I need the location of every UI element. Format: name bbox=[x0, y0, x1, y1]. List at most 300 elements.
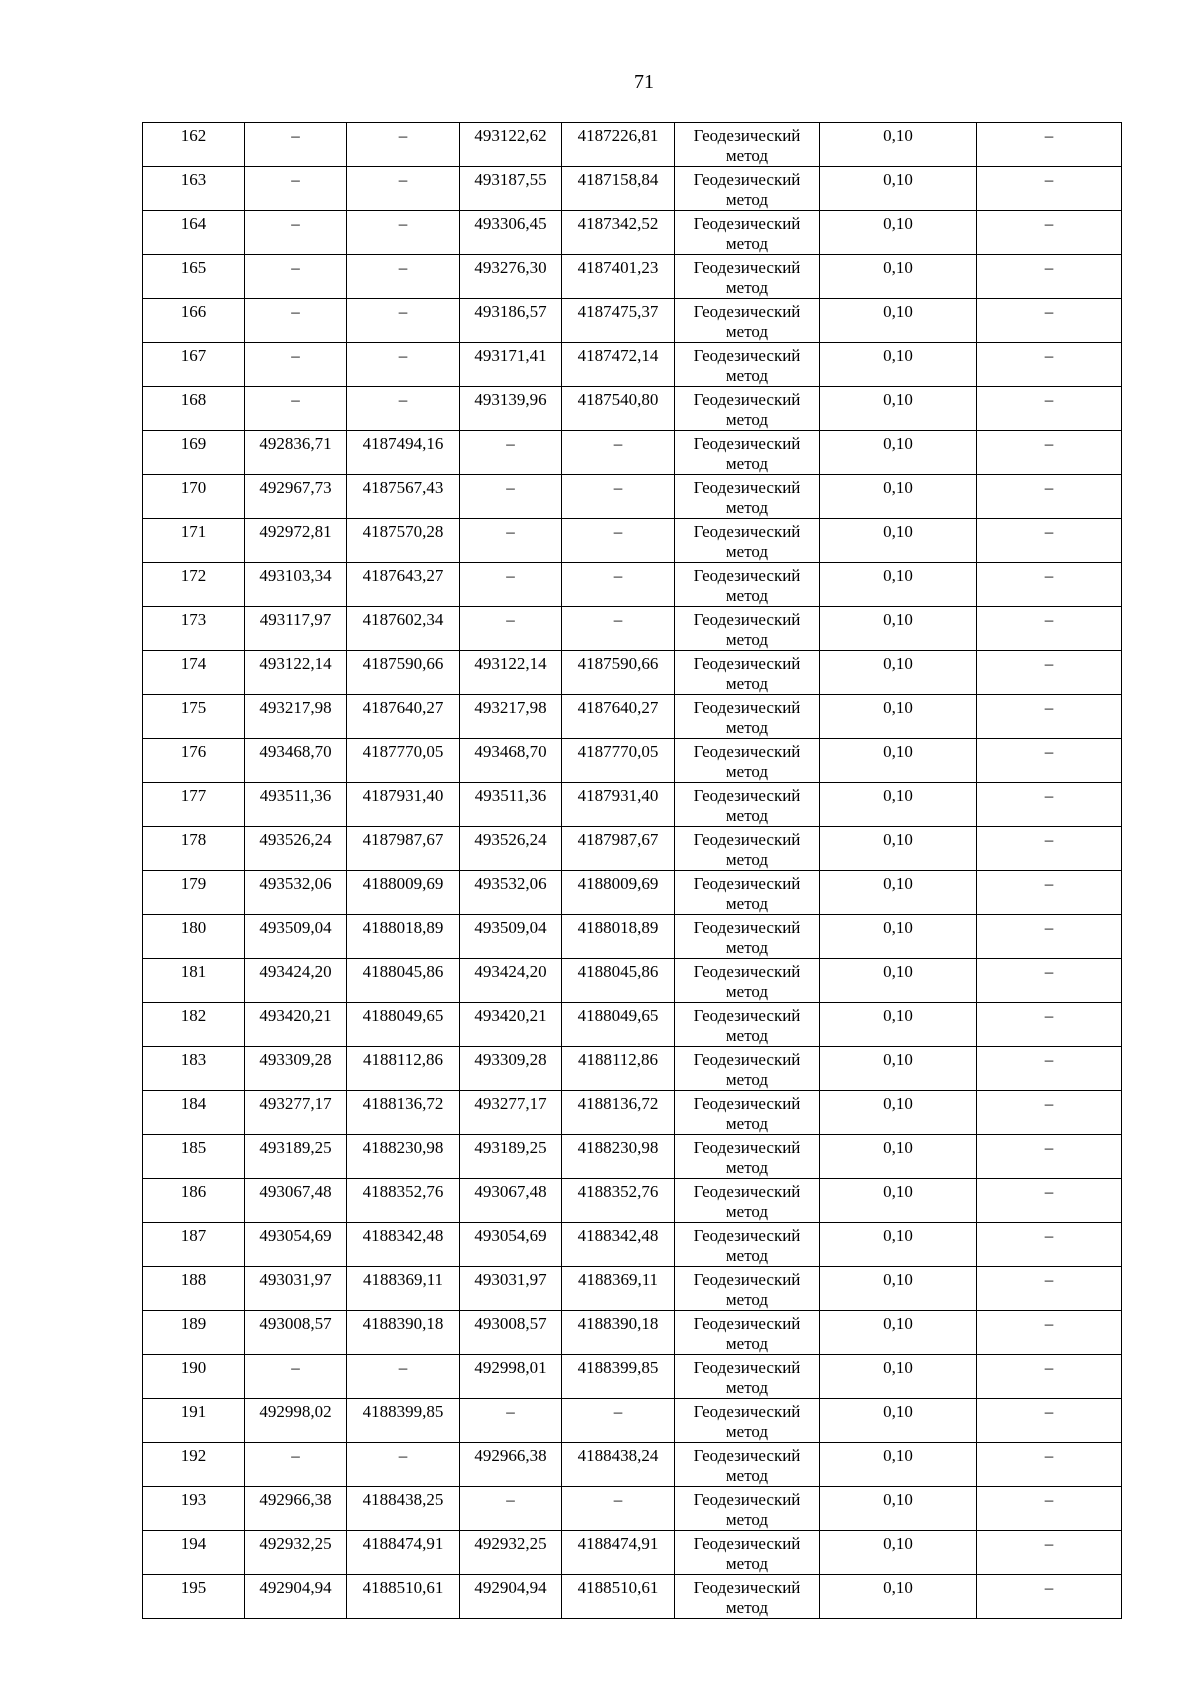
accuracy-cell: 0,10 bbox=[820, 519, 977, 563]
description-cell: – bbox=[977, 915, 1122, 959]
new-y-cell: – bbox=[562, 563, 675, 607]
accuracy-cell: 0,10 bbox=[820, 739, 977, 783]
table-row bbox=[143, 1267, 1122, 1311]
existing-x-cell: – bbox=[245, 123, 347, 167]
table-row bbox=[143, 211, 1122, 255]
new-x-cell: 492998,01 bbox=[460, 1355, 562, 1399]
existing-x-cell: 492904,94 bbox=[245, 1575, 347, 1619]
description-cell: – bbox=[977, 739, 1122, 783]
existing-x-cell: – bbox=[245, 387, 347, 431]
point-number-cell: 180 bbox=[143, 915, 245, 959]
method-cell: Геодезический метод bbox=[675, 1355, 820, 1399]
new-x-cell: 493511,36 bbox=[460, 783, 562, 827]
new-y-cell: 4187640,27 bbox=[562, 695, 675, 739]
method-cell: Геодезический метод bbox=[675, 1135, 820, 1179]
new-x-cell: 493187,55 bbox=[460, 167, 562, 211]
accuracy-cell: 0,10 bbox=[820, 827, 977, 871]
table-row bbox=[143, 695, 1122, 739]
new-y-cell: – bbox=[562, 1399, 675, 1443]
point-number-cell: 173 bbox=[143, 607, 245, 651]
new-x-cell: 493509,04 bbox=[460, 915, 562, 959]
method-cell: Геодезический метод bbox=[675, 1311, 820, 1355]
existing-x-cell: 493189,25 bbox=[245, 1135, 347, 1179]
new-y-cell: 4188045,86 bbox=[562, 959, 675, 1003]
new-x-cell: 493277,17 bbox=[460, 1091, 562, 1135]
existing-x-cell: 493217,98 bbox=[245, 695, 347, 739]
point-number-cell: 185 bbox=[143, 1135, 245, 1179]
method-cell: Геодезический метод bbox=[675, 1223, 820, 1267]
point-number-cell: 190 bbox=[143, 1355, 245, 1399]
new-x-cell: 493276,30 bbox=[460, 255, 562, 299]
table-row bbox=[143, 431, 1122, 475]
existing-x-cell: 493008,57 bbox=[245, 1311, 347, 1355]
accuracy-cell: 0,10 bbox=[820, 651, 977, 695]
new-x-cell: – bbox=[460, 563, 562, 607]
method-cell: Геодезический метод bbox=[675, 871, 820, 915]
accuracy-cell: 0,10 bbox=[820, 211, 977, 255]
accuracy-cell: 0,10 bbox=[820, 1355, 977, 1399]
new-x-cell: – bbox=[460, 607, 562, 651]
table-row bbox=[143, 827, 1122, 871]
table-row bbox=[143, 1399, 1122, 1443]
point-number-cell: 171 bbox=[143, 519, 245, 563]
accuracy-cell: 0,10 bbox=[820, 167, 977, 211]
description-cell: – bbox=[977, 1091, 1122, 1135]
existing-x-cell: 492972,81 bbox=[245, 519, 347, 563]
method-cell: Геодезический метод bbox=[675, 299, 820, 343]
new-y-cell: 4187472,14 bbox=[562, 343, 675, 387]
new-x-cell: 493186,57 bbox=[460, 299, 562, 343]
accuracy-cell: 0,10 bbox=[820, 255, 977, 299]
existing-y-cell: 4188390,18 bbox=[347, 1311, 460, 1355]
description-cell: – bbox=[977, 299, 1122, 343]
new-x-cell: 493309,28 bbox=[460, 1047, 562, 1091]
existing-y-cell: 4188136,72 bbox=[347, 1091, 460, 1135]
method-cell: Геодезический метод bbox=[675, 343, 820, 387]
description-cell: – bbox=[977, 651, 1122, 695]
new-x-cell: 493067,48 bbox=[460, 1179, 562, 1223]
accuracy-cell: 0,10 bbox=[820, 1311, 977, 1355]
new-y-cell: 4188049,65 bbox=[562, 1003, 675, 1047]
accuracy-cell: 0,10 bbox=[820, 959, 977, 1003]
description-cell: – bbox=[977, 1575, 1122, 1619]
existing-y-cell: 4188230,98 bbox=[347, 1135, 460, 1179]
accuracy-cell: 0,10 bbox=[820, 1575, 977, 1619]
existing-x-cell: 492967,73 bbox=[245, 475, 347, 519]
table-row bbox=[143, 563, 1122, 607]
method-cell: Геодезический метод bbox=[675, 387, 820, 431]
method-cell: Геодезический метод bbox=[675, 827, 820, 871]
method-cell: Геодезический метод bbox=[675, 783, 820, 827]
point-number-cell: 177 bbox=[143, 783, 245, 827]
new-y-cell: 4188230,98 bbox=[562, 1135, 675, 1179]
table-row bbox=[143, 739, 1122, 783]
description-cell: – bbox=[977, 1443, 1122, 1487]
method-cell: Геодезический метод bbox=[675, 255, 820, 299]
table-row bbox=[143, 1135, 1122, 1179]
description-cell: – bbox=[977, 431, 1122, 475]
accuracy-cell: 0,10 bbox=[820, 1179, 977, 1223]
existing-y-cell: – bbox=[347, 1443, 460, 1487]
page-number: 71 bbox=[634, 71, 654, 93]
table-row bbox=[143, 343, 1122, 387]
existing-y-cell: 4187987,67 bbox=[347, 827, 460, 871]
point-number-cell: 189 bbox=[143, 1311, 245, 1355]
new-x-cell: – bbox=[460, 1487, 562, 1531]
new-x-cell: 493306,45 bbox=[460, 211, 562, 255]
new-y-cell: 4187475,37 bbox=[562, 299, 675, 343]
coordinates-table bbox=[142, 122, 1122, 1619]
existing-y-cell: 4188399,85 bbox=[347, 1399, 460, 1443]
new-y-cell: 4188438,24 bbox=[562, 1443, 675, 1487]
existing-x-cell: 493509,04 bbox=[245, 915, 347, 959]
table-row bbox=[143, 255, 1122, 299]
new-y-cell: – bbox=[562, 519, 675, 563]
method-cell: Геодезический метод bbox=[675, 519, 820, 563]
point-number-cell: 163 bbox=[143, 167, 245, 211]
point-number-cell: 186 bbox=[143, 1179, 245, 1223]
new-x-cell: 493139,96 bbox=[460, 387, 562, 431]
existing-x-cell: 493277,17 bbox=[245, 1091, 347, 1135]
description-cell: – bbox=[977, 1311, 1122, 1355]
accuracy-cell: 0,10 bbox=[820, 1443, 977, 1487]
method-cell: Геодезический метод bbox=[675, 563, 820, 607]
table-row bbox=[143, 475, 1122, 519]
description-cell: – bbox=[977, 783, 1122, 827]
point-number-cell: 170 bbox=[143, 475, 245, 519]
description-cell: – bbox=[977, 1399, 1122, 1443]
description-cell: – bbox=[977, 1003, 1122, 1047]
point-number-cell: 195 bbox=[143, 1575, 245, 1619]
description-cell: – bbox=[977, 255, 1122, 299]
description-cell: – bbox=[977, 343, 1122, 387]
method-cell: Геодезический метод bbox=[675, 211, 820, 255]
method-cell: Геодезический метод bbox=[675, 739, 820, 783]
existing-y-cell: – bbox=[347, 1355, 460, 1399]
accuracy-cell: 0,10 bbox=[820, 1399, 977, 1443]
accuracy-cell: 0,10 bbox=[820, 1487, 977, 1531]
description-cell: – bbox=[977, 1223, 1122, 1267]
existing-y-cell: 4187640,27 bbox=[347, 695, 460, 739]
point-number-cell: 179 bbox=[143, 871, 245, 915]
accuracy-cell: 0,10 bbox=[820, 607, 977, 651]
description-cell: – bbox=[977, 1355, 1122, 1399]
accuracy-cell: 0,10 bbox=[820, 695, 977, 739]
description-cell: – bbox=[977, 695, 1122, 739]
existing-y-cell: – bbox=[347, 167, 460, 211]
point-number-cell: 164 bbox=[143, 211, 245, 255]
existing-y-cell: – bbox=[347, 343, 460, 387]
existing-y-cell: 4187602,34 bbox=[347, 607, 460, 651]
accuracy-cell: 0,10 bbox=[820, 475, 977, 519]
description-cell: – bbox=[977, 123, 1122, 167]
point-number-cell: 175 bbox=[143, 695, 245, 739]
table-row bbox=[143, 123, 1122, 167]
point-number-cell: 192 bbox=[143, 1443, 245, 1487]
existing-x-cell: 493122,14 bbox=[245, 651, 347, 695]
new-x-cell: – bbox=[460, 519, 562, 563]
table-row bbox=[143, 871, 1122, 915]
table-row bbox=[143, 1575, 1122, 1619]
new-y-cell: 4187226,81 bbox=[562, 123, 675, 167]
new-y-cell: 4187931,40 bbox=[562, 783, 675, 827]
point-number-cell: 187 bbox=[143, 1223, 245, 1267]
accuracy-cell: 0,10 bbox=[820, 1003, 977, 1047]
existing-y-cell: 4187931,40 bbox=[347, 783, 460, 827]
existing-x-cell: 492836,71 bbox=[245, 431, 347, 475]
new-y-cell: 4187770,05 bbox=[562, 739, 675, 783]
point-number-cell: 169 bbox=[143, 431, 245, 475]
accuracy-cell: 0,10 bbox=[820, 123, 977, 167]
new-y-cell: 4187342,52 bbox=[562, 211, 675, 255]
point-number-cell: 168 bbox=[143, 387, 245, 431]
method-cell: Геодезический метод bbox=[675, 1399, 820, 1443]
accuracy-cell: 0,10 bbox=[820, 1267, 977, 1311]
existing-x-cell: 493103,34 bbox=[245, 563, 347, 607]
accuracy-cell: 0,10 bbox=[820, 871, 977, 915]
new-y-cell: 4187158,84 bbox=[562, 167, 675, 211]
new-y-cell: 4188399,85 bbox=[562, 1355, 675, 1399]
new-x-cell: 493031,97 bbox=[460, 1267, 562, 1311]
accuracy-cell: 0,10 bbox=[820, 1223, 977, 1267]
new-y-cell: 4188112,86 bbox=[562, 1047, 675, 1091]
point-number-cell: 178 bbox=[143, 827, 245, 871]
method-cell: Геодезический метод bbox=[675, 695, 820, 739]
table-row bbox=[143, 1443, 1122, 1487]
existing-x-cell: – bbox=[245, 299, 347, 343]
method-cell: Геодезический метод bbox=[675, 1003, 820, 1047]
existing-y-cell: 4187570,28 bbox=[347, 519, 460, 563]
method-cell: Геодезический метод bbox=[675, 431, 820, 475]
accuracy-cell: 0,10 bbox=[820, 299, 977, 343]
description-cell: – bbox=[977, 1531, 1122, 1575]
table-row bbox=[143, 1179, 1122, 1223]
existing-x-cell: – bbox=[245, 1355, 347, 1399]
new-y-cell: 4187401,23 bbox=[562, 255, 675, 299]
new-x-cell: 493189,25 bbox=[460, 1135, 562, 1179]
description-cell: – bbox=[977, 475, 1122, 519]
accuracy-cell: 0,10 bbox=[820, 1135, 977, 1179]
point-number-cell: 167 bbox=[143, 343, 245, 387]
table-row bbox=[143, 607, 1122, 651]
table-row bbox=[143, 1311, 1122, 1355]
new-x-cell: 493468,70 bbox=[460, 739, 562, 783]
new-x-cell: 493217,98 bbox=[460, 695, 562, 739]
method-cell: Геодезический метод bbox=[675, 1179, 820, 1223]
method-cell: Геодезический метод bbox=[675, 1047, 820, 1091]
new-x-cell: 492904,94 bbox=[460, 1575, 562, 1619]
new-y-cell: 4187540,80 bbox=[562, 387, 675, 431]
new-x-cell: 493171,41 bbox=[460, 343, 562, 387]
point-number-cell: 183 bbox=[143, 1047, 245, 1091]
description-cell: – bbox=[977, 167, 1122, 211]
existing-x-cell: 492998,02 bbox=[245, 1399, 347, 1443]
new-x-cell: – bbox=[460, 431, 562, 475]
existing-x-cell: – bbox=[245, 211, 347, 255]
point-number-cell: 165 bbox=[143, 255, 245, 299]
existing-y-cell: – bbox=[347, 123, 460, 167]
accuracy-cell: 0,10 bbox=[820, 1091, 977, 1135]
method-cell: Геодезический метод bbox=[675, 915, 820, 959]
existing-y-cell: 4188112,86 bbox=[347, 1047, 460, 1091]
existing-x-cell: 493532,06 bbox=[245, 871, 347, 915]
point-number-cell: 166 bbox=[143, 299, 245, 343]
existing-y-cell: – bbox=[347, 255, 460, 299]
existing-y-cell: 4187567,43 bbox=[347, 475, 460, 519]
table-row bbox=[143, 1355, 1122, 1399]
table-row bbox=[143, 167, 1122, 211]
new-y-cell: – bbox=[562, 607, 675, 651]
method-cell: Геодезический метод bbox=[675, 651, 820, 695]
existing-y-cell: 4187643,27 bbox=[347, 563, 460, 607]
existing-y-cell: 4188474,91 bbox=[347, 1531, 460, 1575]
new-y-cell: 4188136,72 bbox=[562, 1091, 675, 1135]
new-y-cell: 4188009,69 bbox=[562, 871, 675, 915]
point-number-cell: 162 bbox=[143, 123, 245, 167]
point-number-cell: 193 bbox=[143, 1487, 245, 1531]
table-row bbox=[143, 783, 1122, 827]
new-y-cell: – bbox=[562, 431, 675, 475]
point-number-cell: 184 bbox=[143, 1091, 245, 1135]
accuracy-cell: 0,10 bbox=[820, 343, 977, 387]
table-row bbox=[143, 1091, 1122, 1135]
existing-x-cell: – bbox=[245, 1443, 347, 1487]
existing-x-cell: 493117,97 bbox=[245, 607, 347, 651]
accuracy-cell: 0,10 bbox=[820, 387, 977, 431]
new-x-cell: 493526,24 bbox=[460, 827, 562, 871]
description-cell: – bbox=[977, 1135, 1122, 1179]
existing-x-cell: 493031,97 bbox=[245, 1267, 347, 1311]
existing-x-cell: 492966,38 bbox=[245, 1487, 347, 1531]
existing-y-cell: 4188342,48 bbox=[347, 1223, 460, 1267]
description-cell: – bbox=[977, 871, 1122, 915]
method-cell: Геодезический метод bbox=[675, 959, 820, 1003]
new-x-cell: 493122,14 bbox=[460, 651, 562, 695]
new-y-cell: – bbox=[562, 475, 675, 519]
existing-x-cell: 493054,69 bbox=[245, 1223, 347, 1267]
description-cell: – bbox=[977, 1487, 1122, 1531]
table-row bbox=[143, 1223, 1122, 1267]
description-cell: – bbox=[977, 1267, 1122, 1311]
description-cell: – bbox=[977, 607, 1122, 651]
point-number-cell: 194 bbox=[143, 1531, 245, 1575]
existing-y-cell: 4188018,89 bbox=[347, 915, 460, 959]
method-cell: Геодезический метод bbox=[675, 1531, 820, 1575]
point-number-cell: 176 bbox=[143, 739, 245, 783]
method-cell: Геодезический метод bbox=[675, 475, 820, 519]
existing-x-cell: 493511,36 bbox=[245, 783, 347, 827]
existing-x-cell: 493526,24 bbox=[245, 827, 347, 871]
new-y-cell: 4188342,48 bbox=[562, 1223, 675, 1267]
existing-y-cell: 4187590,66 bbox=[347, 651, 460, 695]
accuracy-cell: 0,10 bbox=[820, 1531, 977, 1575]
existing-x-cell: – bbox=[245, 255, 347, 299]
table-row bbox=[143, 1531, 1122, 1575]
point-number-cell: 191 bbox=[143, 1399, 245, 1443]
table-body bbox=[143, 123, 1122, 1619]
description-cell: – bbox=[977, 1047, 1122, 1091]
existing-y-cell: 4188438,25 bbox=[347, 1487, 460, 1531]
new-y-cell: 4188390,18 bbox=[562, 1311, 675, 1355]
method-cell: Геодезический метод bbox=[675, 1487, 820, 1531]
new-y-cell: 4188018,89 bbox=[562, 915, 675, 959]
existing-x-cell: 492932,25 bbox=[245, 1531, 347, 1575]
description-cell: – bbox=[977, 211, 1122, 255]
new-x-cell: 493054,69 bbox=[460, 1223, 562, 1267]
new-x-cell: – bbox=[460, 1399, 562, 1443]
description-cell: – bbox=[977, 959, 1122, 1003]
new-x-cell: 493420,21 bbox=[460, 1003, 562, 1047]
new-x-cell: 492932,25 bbox=[460, 1531, 562, 1575]
point-number-cell: 181 bbox=[143, 959, 245, 1003]
method-cell: Геодезический метод bbox=[675, 167, 820, 211]
table-row bbox=[143, 387, 1122, 431]
description-cell: – bbox=[977, 387, 1122, 431]
description-cell: – bbox=[977, 563, 1122, 607]
existing-y-cell: 4188049,65 bbox=[347, 1003, 460, 1047]
accuracy-cell: 0,10 bbox=[820, 783, 977, 827]
new-x-cell: – bbox=[460, 475, 562, 519]
existing-y-cell: 4188352,76 bbox=[347, 1179, 460, 1223]
new-y-cell: 4187590,66 bbox=[562, 651, 675, 695]
accuracy-cell: 0,10 bbox=[820, 915, 977, 959]
method-cell: Геодезический метод bbox=[675, 607, 820, 651]
point-number-cell: 188 bbox=[143, 1267, 245, 1311]
method-cell: Геодезический метод bbox=[675, 123, 820, 167]
existing-y-cell: 4187770,05 bbox=[347, 739, 460, 783]
table-row bbox=[143, 1047, 1122, 1091]
accuracy-cell: 0,10 bbox=[820, 1047, 977, 1091]
point-number-cell: 172 bbox=[143, 563, 245, 607]
new-y-cell: 4188510,61 bbox=[562, 1575, 675, 1619]
new-y-cell: 4188352,76 bbox=[562, 1179, 675, 1223]
new-x-cell: 493532,06 bbox=[460, 871, 562, 915]
existing-y-cell: 4188045,86 bbox=[347, 959, 460, 1003]
new-y-cell: – bbox=[562, 1487, 675, 1531]
new-x-cell: 492966,38 bbox=[460, 1443, 562, 1487]
existing-x-cell: – bbox=[245, 167, 347, 211]
point-number-cell: 174 bbox=[143, 651, 245, 695]
existing-y-cell: – bbox=[347, 299, 460, 343]
description-cell: – bbox=[977, 519, 1122, 563]
table-row bbox=[143, 1487, 1122, 1531]
method-cell: Геодезический метод bbox=[675, 1443, 820, 1487]
accuracy-cell: 0,10 bbox=[820, 431, 977, 475]
existing-x-cell: 493067,48 bbox=[245, 1179, 347, 1223]
table-row bbox=[143, 519, 1122, 563]
new-x-cell: 493424,20 bbox=[460, 959, 562, 1003]
existing-x-cell: 493424,20 bbox=[245, 959, 347, 1003]
accuracy-cell: 0,10 bbox=[820, 563, 977, 607]
method-cell: Геодезический метод bbox=[675, 1267, 820, 1311]
table-row bbox=[143, 299, 1122, 343]
table-row bbox=[143, 651, 1122, 695]
existing-y-cell: 4188510,61 bbox=[347, 1575, 460, 1619]
new-x-cell: 493122,62 bbox=[460, 123, 562, 167]
description-cell: – bbox=[977, 827, 1122, 871]
point-number-cell: 182 bbox=[143, 1003, 245, 1047]
existing-x-cell: – bbox=[245, 343, 347, 387]
table-row bbox=[143, 959, 1122, 1003]
new-y-cell: 4187987,67 bbox=[562, 827, 675, 871]
existing-y-cell: – bbox=[347, 387, 460, 431]
table-row bbox=[143, 915, 1122, 959]
existing-y-cell: – bbox=[347, 211, 460, 255]
method-cell: Геодезический метод bbox=[675, 1091, 820, 1135]
description-cell: – bbox=[977, 1179, 1122, 1223]
new-y-cell: 4188369,11 bbox=[562, 1267, 675, 1311]
method-cell: Геодезический метод bbox=[675, 1575, 820, 1619]
